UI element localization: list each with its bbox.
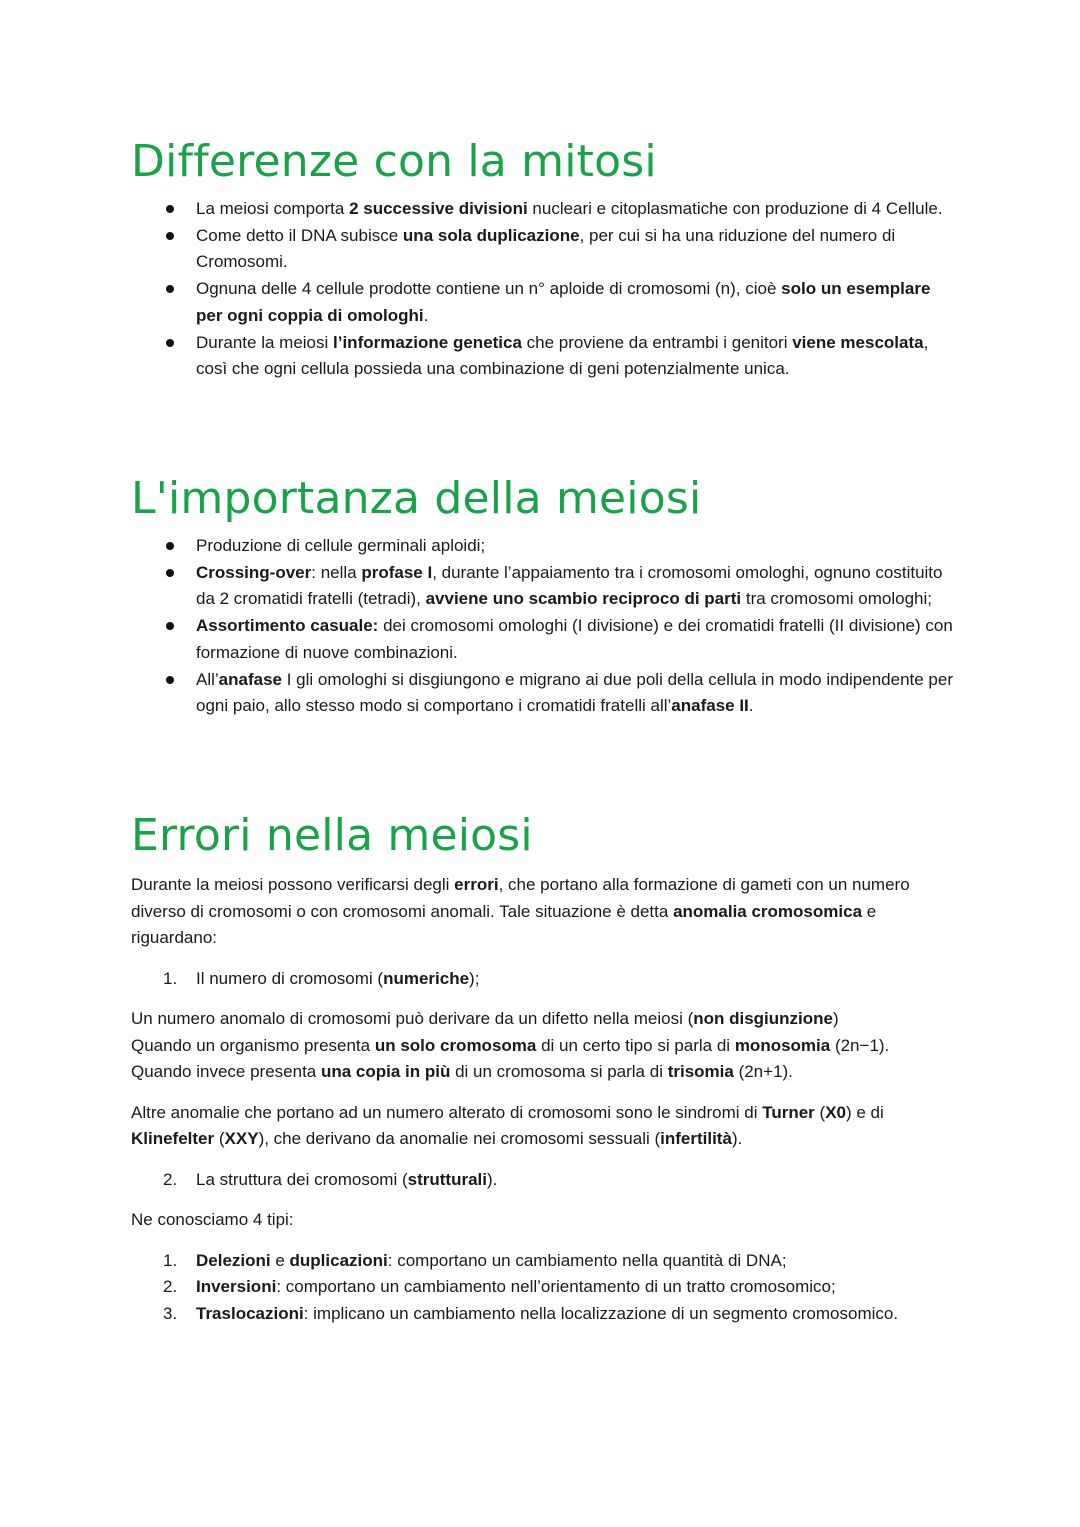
section-importance-of-meiosis <box>131 473 961 720</box>
bold-term: strutturali <box>407 1169 487 1189</box>
bold-term: X0 <box>825 1102 846 1122</box>
sex-chromosome-paragraph: Altre anomalie che portano ad un numero alterato di cromosomi sono le sindromi di Turner (X0) e di Klinefelter (XXY), che derivano da anomalie nei cromosomi sessuali (infertilità). <box>131 1102 884 1148</box>
bold-term: monosomia <box>734 1035 831 1055</box>
section-heading: Errori nella meiosi <box>131 810 533 861</box>
bullet-dot <box>166 676 174 684</box>
bullet-item <box>131 667 961 720</box>
bullet-item <box>131 196 961 223</box>
bullet-list <box>131 196 961 383</box>
item-text: Inversioni: comportano un cambiamento nell’orientamento di un tratto cromosomico; <box>196 1277 836 1296</box>
bullet-item <box>131 533 961 560</box>
numbered-item <box>131 1301 961 1328</box>
numbered-item <box>131 1167 961 1194</box>
bold-term: Inversioni <box>196 1277 277 1296</box>
bold-term: una sola duplicazione <box>402 225 580 245</box>
section-heading: Differenze con la mitosi <box>131 136 657 187</box>
numbered-item <box>131 966 961 993</box>
item-number: 2. <box>163 1169 178 1189</box>
item-text: Traslocazioni: implicano un cambiamento nella localizzazione di un segmento cromosomico. <box>196 1303 899 1323</box>
bullet-item <box>131 330 961 383</box>
numbered-item <box>131 1274 961 1301</box>
intro-paragraph: Durante la meiosi possono verificarsi degli errori, che portano alla formazione di gameti con un numero diverso di cromosomi o con cromosomi anomali. Tale situazione è detta anomalia cromosomica e riguardano: <box>131 875 910 947</box>
bullet-text: Crossing-over: nella profase I, durante l’appaiamento tra i cromosomi omologhi, ognuno costituito da 2 cromatidi fratelli (tetradi), avviene uno scambio reciproco di parti tra cromosomi omologhi; <box>196 562 943 609</box>
numeric-anomalies-paragraph: Un numero anomalo di cromosomi può derivare da un difetto nella meiosi (non disgiunzione) Quando un organismo presenta un solo cromosoma di un certo tipo si parla di monosomia (2n−1). Quando invece presenta una copia in più di un cromosoma si parla di trisomia (2n+1). <box>131 1009 890 1081</box>
bold-term: Assortimento casuale: <box>196 616 379 636</box>
bold-term: duplicazioni <box>289 1250 388 1270</box>
bullet-text: All’anafase I gli omologhi si disgiungono e migrano ai due poli della cellula in modo indipendente per ogni paio, allo stesso modo si comportano i cromatidi fratelli all’anafase II. <box>196 669 953 716</box>
bold-term: solo un esemplare per ogni coppia di omologhi <box>196 279 931 325</box>
bullet-text: Produzione di cellule germinali aploidi; <box>196 536 486 555</box>
bold-term: avviene uno scambio reciproco di parti <box>425 589 742 609</box>
item-text: Delezioni e duplicazioni: comportano un cambiamento nella quantità di DNA; <box>196 1250 787 1270</box>
bold-term: anafase II <box>671 696 749 716</box>
bold-term: Traslocazioni <box>196 1303 304 1323</box>
bullet-dot <box>166 339 174 347</box>
bold-term: una copia in più <box>320 1062 451 1081</box>
item-number: 1. <box>163 968 178 988</box>
bullet-dot <box>166 205 174 213</box>
numbered-item <box>131 1248 961 1275</box>
bullet-item <box>131 276 961 329</box>
bullet-text: Ognuna delle 4 cellule prodotte contiene un n° aploide di cromosomi (n), cioè solo un esemplare per ogni coppia di omologhi. <box>196 279 931 325</box>
bold-term: viene mescolata <box>792 332 924 352</box>
bullet-list <box>131 533 961 720</box>
bullet-item <box>131 560 961 613</box>
section-heading: L'importanza della meiosi <box>131 473 702 524</box>
bullet-text: Durante la meiosi l’informazione genetica che proviene da entrambi i genitori viene mescolata, così che ogni cellula possieda una combinazione di geni potenzialmente unica. <box>196 332 929 379</box>
section-differences-with-mitosis <box>131 136 961 383</box>
bullet-dot <box>166 285 174 293</box>
bold-term: errori <box>454 875 499 894</box>
bold-term: un solo cromosoma <box>374 1035 537 1055</box>
bullet-dot <box>166 569 174 577</box>
bold-term: profase I <box>361 562 433 582</box>
bullet-item <box>131 223 961 276</box>
bold-term: l’informazione genetica <box>333 332 522 352</box>
bold-term: trisomia <box>667 1062 734 1081</box>
bullet-item <box>131 613 961 666</box>
bold-term: Delezioni <box>196 1250 271 1270</box>
item-number: 3. <box>163 1303 178 1323</box>
item-number: 2. <box>163 1277 178 1296</box>
bullet-text: Come detto il DNA subisce una sola duplicazione, per cui si ha una riduzione del numero di Cromosomi. <box>196 225 896 272</box>
bold-term: XXY <box>224 1129 259 1148</box>
bold-term: 2 successive divisioni <box>349 199 528 218</box>
bold-term: Klinefelter <box>131 1129 215 1148</box>
bullet-text: Assortimento casuale: dei cromosomi omologhi (I divisione) e dei cromatidi fratelli (II divisione) con formazione di nuove combinazioni. <box>196 616 953 662</box>
bullet-dot <box>166 622 174 630</box>
bullet-dot <box>166 232 174 240</box>
bold-term: Turner <box>762 1102 815 1122</box>
bold-term: anafase <box>218 669 282 689</box>
section-errors-in-meiosis <box>131 810 961 1327</box>
bold-term: non disgiunzione <box>693 1009 833 1028</box>
item-number: 1. <box>163 1250 178 1270</box>
item-text: La struttura dei cromosomi (strutturali). <box>196 1169 498 1189</box>
types-intro: Ne conosciamo 4 tipi: <box>131 1210 294 1229</box>
item-text: Il numero di cromosomi (numeriche); <box>196 968 480 988</box>
bullet-dot <box>166 542 174 550</box>
bold-term: Crossing-over <box>196 562 312 582</box>
bold-term: infertilità <box>660 1129 732 1148</box>
types-list <box>131 1248 961 1328</box>
bullet-text: La meiosi comporta 2 successive divisioni nucleari e citoplasmatiche con produzione di 4 Cellule. <box>196 199 943 218</box>
bold-term: numeriche <box>383 968 470 988</box>
bold-term: anomalia cromosomica <box>673 901 863 921</box>
